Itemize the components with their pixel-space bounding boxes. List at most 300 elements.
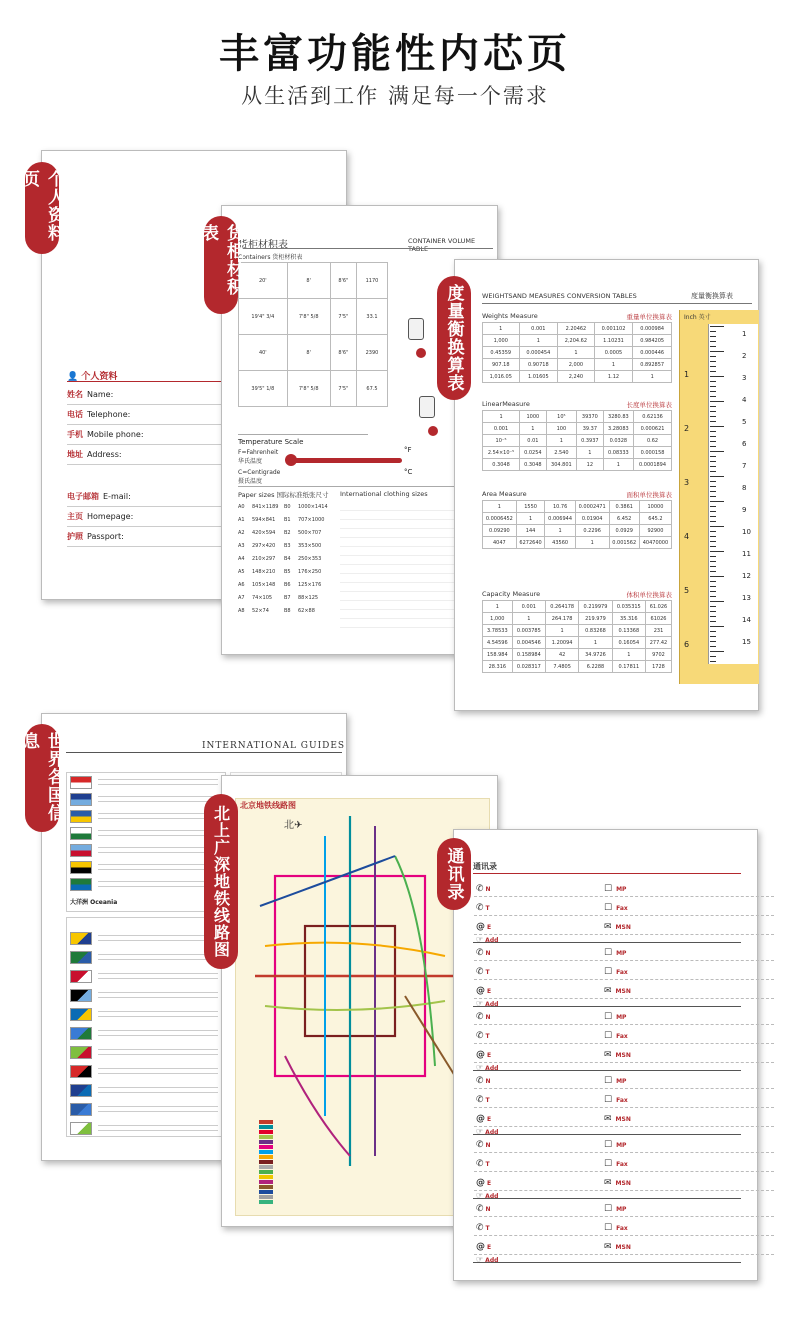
measure-cell: 2.20462 xyxy=(558,323,595,335)
paper-size-cell: A7 xyxy=(238,595,245,601)
contact-icon: ✉ xyxy=(604,1242,612,1252)
container-cell: 8'6" xyxy=(330,263,356,299)
contact-add-label: ☞ Add xyxy=(476,999,499,1008)
ruler-tick xyxy=(710,436,716,437)
ruler-tick xyxy=(710,441,716,442)
legend-swatch xyxy=(259,1175,273,1179)
measure-row xyxy=(483,513,672,525)
flag-icon xyxy=(70,844,92,857)
ruler-tick xyxy=(710,326,724,327)
contacts-heading: 通讯录 xyxy=(473,862,497,871)
ruler-tick xyxy=(710,516,716,517)
measure-cell: 39370 xyxy=(577,411,604,423)
contact-icon: ✉ xyxy=(604,1178,612,1188)
contact-mobile-label: ☐ MP xyxy=(604,884,627,894)
contact-add-label: ☞ Add xyxy=(476,1063,499,1072)
contact-msn-label: ✉ MSN xyxy=(604,1242,631,1252)
ruler-tick xyxy=(710,391,716,392)
paper-size-cell: B1 xyxy=(284,517,291,523)
ruler-tick xyxy=(710,546,716,547)
ruler-tick xyxy=(710,586,716,587)
measure-row xyxy=(483,323,672,335)
ruler-tick xyxy=(710,476,724,477)
measure-cell: 2.540 xyxy=(546,447,576,459)
legend-swatch xyxy=(259,1200,273,1204)
measure-cell: 2,240 xyxy=(558,371,595,383)
thermometer xyxy=(292,458,402,463)
contact-name-label: ✆ N xyxy=(476,1204,491,1214)
info-lines xyxy=(98,992,218,998)
paper-size-cell: 210×297 xyxy=(252,556,276,562)
flag-icon xyxy=(70,878,92,891)
ruler-tick xyxy=(710,636,716,637)
measure-cell: 1 xyxy=(612,649,645,661)
contact-name-label: ✆ N xyxy=(476,1076,491,1086)
measure-cell: 6.452 xyxy=(609,513,639,525)
subway-map xyxy=(255,816,455,1166)
paper-size-cell: 420×594 xyxy=(252,530,276,536)
field-label-en: Mobile phone: xyxy=(87,430,144,439)
contact-icon: ✆ xyxy=(476,1031,484,1041)
measure-cell: 0.000984 xyxy=(633,323,672,335)
measure-cell: 277.42 xyxy=(645,637,671,649)
contact-msn-label: ✉ MSN xyxy=(604,1178,631,1188)
fahrenheit-label: F=Fahrenheit 华氏温度 xyxy=(238,449,279,465)
ruler-tick xyxy=(710,386,716,387)
measure-cell: 0.000454 xyxy=(519,347,558,359)
measure-row xyxy=(483,601,672,613)
contact-icon: @ xyxy=(476,1178,485,1188)
wheel-icon xyxy=(428,426,438,436)
hand-icon: ☞ xyxy=(476,935,484,944)
measure-section-title xyxy=(482,400,672,409)
container-row xyxy=(239,371,388,407)
ruler-tick xyxy=(710,351,724,352)
tag-contacts: 通讯录 xyxy=(437,838,471,910)
measure-cell: 10⁻⁵ xyxy=(483,435,520,447)
info-lines xyxy=(98,1087,218,1093)
contact-icon: ✆ xyxy=(476,948,484,958)
ruler-inch-label: 4 xyxy=(684,532,690,541)
measure-cell: 3.78533 xyxy=(483,625,513,637)
contact-icon: ✆ xyxy=(476,1076,484,1086)
field-label-zh: 姓名 xyxy=(67,390,83,399)
measure-cell: 4.54596 xyxy=(483,637,513,649)
ruler-tick xyxy=(710,661,716,662)
contact-fax-label: ☐ Fax xyxy=(604,1223,628,1233)
measure-cell: 1 xyxy=(516,513,545,525)
ruler-tick xyxy=(710,471,716,472)
contact-email-label: @ E xyxy=(476,1178,492,1188)
paper-size-cell: 105×148 xyxy=(252,582,276,588)
legend-swatch xyxy=(259,1165,273,1169)
contact-icon: ✆ xyxy=(476,1204,484,1214)
measure-cell: 1.20094 xyxy=(545,637,578,649)
field-label-zh: 主页 xyxy=(67,512,83,521)
ruler-cm-label: 5 xyxy=(742,418,747,426)
paper-size-cell: 125×176 xyxy=(298,582,322,588)
contact-email-label: @ E xyxy=(476,922,492,932)
thermometer-bulb xyxy=(285,454,297,466)
contact-msn-label: ✉ MSN xyxy=(604,1050,631,1060)
ruler-cm-label: 9 xyxy=(742,506,747,514)
measure-cell: 0.45359 xyxy=(483,347,520,359)
contact-icon: ☐ xyxy=(604,948,613,958)
paper-size-cell: 841×1189 xyxy=(252,504,279,510)
info-lines xyxy=(98,881,218,887)
measure-cell: 0.0929 xyxy=(609,525,639,537)
ruler-tick xyxy=(710,356,716,357)
contact-icon: @ xyxy=(476,922,485,932)
measure-cell: 0.000158 xyxy=(634,447,672,459)
contact-name-label: ✆ N xyxy=(476,948,491,958)
ruler-tick xyxy=(710,646,716,647)
paper-size-cell: A3 xyxy=(238,543,245,549)
contact-icon: ✉ xyxy=(604,1050,612,1060)
guides-title: INTERNATIONAL GUIDES xyxy=(202,741,346,751)
contact-icon: ✆ xyxy=(476,1159,484,1169)
contact-email-label: @ E xyxy=(476,1242,492,1252)
measure-cell: 0.0001894 xyxy=(634,459,672,471)
ruler-tick xyxy=(710,606,716,607)
contact-icon: ✉ xyxy=(604,1114,612,1124)
ruler-tick xyxy=(710,396,716,397)
ruler-tick xyxy=(710,331,716,332)
ruler-tick xyxy=(710,466,716,467)
tag-personal: 个人资料页 xyxy=(25,162,59,254)
contact-icon: ✉ xyxy=(604,986,612,996)
container-table xyxy=(238,262,388,407)
measure-row xyxy=(483,525,672,537)
ruler-tick xyxy=(710,451,724,452)
measure-cell: 6.2288 xyxy=(579,661,612,673)
field-label-en: E-mail: xyxy=(103,492,131,501)
divider xyxy=(482,303,752,304)
paper-size-cell: 62×88 xyxy=(298,608,315,614)
paper-size-cell: 297×420 xyxy=(252,543,276,549)
measure-cell: 0.08333 xyxy=(603,447,633,459)
paper-size-cell: 594×841 xyxy=(252,517,276,523)
ruler-cm-label: 2 xyxy=(742,352,747,360)
ruler-tick xyxy=(710,571,716,572)
container-cell: 7'5" xyxy=(330,299,356,335)
celsius-unit: °C xyxy=(404,468,413,476)
contact-mobile-label: ☐ MP xyxy=(604,1076,627,1086)
info-lines xyxy=(98,813,218,819)
ruler-tick xyxy=(710,656,716,657)
measure-row xyxy=(483,423,672,435)
measure-cell: 0.001102 xyxy=(594,323,633,335)
contact-divider xyxy=(473,1262,741,1263)
paper-size-cell: B4 xyxy=(284,556,291,562)
flag-icon xyxy=(70,1027,92,1040)
ruler-cm-label: 10 xyxy=(742,528,751,536)
compass-icon: 北✈ xyxy=(284,820,303,831)
measure-cell: 0.0254 xyxy=(520,447,547,459)
divider xyxy=(66,752,342,753)
measure-cell: 0.16054 xyxy=(612,637,645,649)
page-subtitle: 从生活到工作 满足每一个需求 xyxy=(241,84,549,108)
legend-swatch xyxy=(259,1195,273,1199)
flag-icon xyxy=(70,989,92,1002)
measure-cell: 1,016.05 xyxy=(483,371,520,383)
ruler-tick xyxy=(710,541,716,542)
measure-table xyxy=(482,410,672,471)
contact-mobile-label: ☐ MP xyxy=(604,1012,627,1022)
ruler-inch-label: 6 xyxy=(684,640,690,649)
contacts-page xyxy=(453,829,758,1281)
measure-cell: 3280.83 xyxy=(603,411,633,423)
measure-section-title xyxy=(482,490,672,499)
divider xyxy=(473,873,741,874)
measure-cell: 3.28083 xyxy=(603,423,633,435)
measure-cell: 10.76 xyxy=(545,501,575,513)
contact-add-label: ☞ Add xyxy=(476,1255,499,1264)
hand-icon: ☞ xyxy=(476,999,484,1008)
contact-icon: ☐ xyxy=(604,1204,613,1214)
contact-icon: ☐ xyxy=(604,1031,613,1041)
section-zh: 体积单位换算表 xyxy=(626,591,672,599)
measure-cell: 0.0328 xyxy=(603,435,633,447)
section-zh: 长度单位换算表 xyxy=(626,401,672,409)
field-label-zh: 电子邮箱 xyxy=(67,492,99,501)
measure-cell: 61.026 xyxy=(645,601,671,613)
contact-tel-label: ✆ T xyxy=(476,1223,490,1233)
hand-icon: ☞ xyxy=(476,1191,484,1200)
info-lines xyxy=(98,954,218,960)
container-cell: 7'5" xyxy=(330,371,356,407)
measure-cell: 1 xyxy=(558,347,595,359)
info-lines xyxy=(98,1030,218,1036)
info-lines xyxy=(98,935,218,941)
measure-cell: 0.028317 xyxy=(512,661,545,673)
measure-cell: 0.158984 xyxy=(512,649,545,661)
paper-size-cell: B8 xyxy=(284,608,291,614)
paper-size-cell: 250×353 xyxy=(298,556,322,562)
measure-cell: 0.0005 xyxy=(594,347,633,359)
measure-cell: 0.3861 xyxy=(609,501,639,513)
measure-cell: 7.4805 xyxy=(545,661,578,673)
contact-mobile-label: ☐ MP xyxy=(604,1140,627,1150)
region-label: 大洋洲 Oceania xyxy=(70,899,118,906)
paper-size-cell: 176×250 xyxy=(298,569,322,575)
ruler-cm-label: 4 xyxy=(742,396,747,404)
flag-icon xyxy=(70,861,92,874)
ruler-tick xyxy=(710,491,716,492)
measure-cell: 4047 xyxy=(483,537,517,549)
container-cell: 8' xyxy=(287,335,330,371)
container-cell: 2390 xyxy=(357,335,388,371)
paper-size-cell: 500×707 xyxy=(298,530,322,536)
subway-title: 北京地铁线路图 xyxy=(240,801,296,810)
measure-row xyxy=(483,347,672,359)
measure-cell: 645.2 xyxy=(639,513,671,525)
measure-cell: 12 xyxy=(577,459,604,471)
ruler-tick xyxy=(710,431,716,432)
measure-cell: 0.001562 xyxy=(609,537,639,549)
contact-icon: ✆ xyxy=(476,1140,484,1150)
flag-icon xyxy=(70,793,92,806)
measure-cell: 0.892857 xyxy=(633,359,672,371)
ruler-cm-label: 7 xyxy=(742,462,747,470)
field-label-zh: 手机 xyxy=(67,430,83,439)
container-cell: 1170 xyxy=(357,263,388,299)
paper-size-cell: B0 xyxy=(284,504,291,510)
measures-title-en: WEIGHTSAND MEASURES CONVERSION TABLES xyxy=(482,292,637,300)
container-row xyxy=(239,263,388,299)
info-lines xyxy=(98,1125,218,1131)
measure-row xyxy=(483,459,672,471)
ruler-tick xyxy=(710,376,724,377)
ruler-tick xyxy=(710,461,716,462)
measure-cell: 0.219979 xyxy=(579,601,612,613)
paper-size-cell: A0 xyxy=(238,504,245,510)
ruler-tick xyxy=(710,521,716,522)
contact-email-label: @ E xyxy=(476,986,492,996)
contact-add-label: ☞ Add xyxy=(476,1127,499,1136)
ruler-cm-label: 11 xyxy=(742,550,751,558)
contact-fax-label: ☐ Fax xyxy=(604,1095,628,1105)
container-title-en: CONTAINER VOLUME TABLE xyxy=(408,237,476,253)
measure-cell: 219.979 xyxy=(579,613,612,625)
contact-mobile-label: ☐ MP xyxy=(604,948,627,958)
contact-fax-label: ☐ Fax xyxy=(604,903,628,913)
ruler-tick xyxy=(710,651,724,652)
measure-cell: 0.3937 xyxy=(577,435,604,447)
ruler-tick xyxy=(710,616,716,617)
measure-row xyxy=(483,371,672,383)
field-label-en: Telephone: xyxy=(87,410,131,419)
measure-cell: 0.83268 xyxy=(579,625,612,637)
info-lines xyxy=(98,847,218,853)
measure-cell: 0.01904 xyxy=(575,513,609,525)
measure-cell: 0.984205 xyxy=(633,335,672,347)
measure-cell: 1 xyxy=(483,411,520,423)
measure-cell: 1550 xyxy=(516,501,545,513)
contact-tel-label: ✆ T xyxy=(476,1095,490,1105)
legend-swatch xyxy=(259,1140,273,1144)
ruler-tick xyxy=(710,536,716,537)
subway-legend xyxy=(259,1120,275,1205)
celsius-label: C=Centigrade 摄氏温度 xyxy=(238,469,281,485)
container-cell: 40' xyxy=(239,335,288,371)
contact-mobile-label: ☐ MP xyxy=(604,1204,627,1214)
paper-size-cell: 52×74 xyxy=(252,608,269,614)
legend-swatch xyxy=(259,1185,273,1189)
info-lines xyxy=(98,864,218,870)
paper-size-cell: A8 xyxy=(238,608,245,614)
contact-icon: ✆ xyxy=(476,1223,484,1233)
measure-row xyxy=(483,359,672,371)
paper-size-cell: A2 xyxy=(238,530,245,536)
wheel-icon xyxy=(416,348,426,358)
ruler-tick xyxy=(710,416,716,417)
ruler-tick xyxy=(710,481,716,482)
paper-size-cell: 707×1000 xyxy=(298,517,325,523)
ruler-cm-label: 13 xyxy=(742,594,751,602)
field-label-en: Address: xyxy=(87,450,122,459)
contact-icon: @ xyxy=(476,1242,485,1252)
legend-swatch xyxy=(259,1145,273,1149)
field-label-zh: 护照 xyxy=(67,532,83,541)
clothing-sizes-label: International clothing sizes xyxy=(340,490,428,498)
contact-name-label: ✆ N xyxy=(476,1140,491,1150)
measure-cell: 144 xyxy=(516,525,545,537)
field-label-en: Homepage: xyxy=(87,512,134,521)
measure-row xyxy=(483,335,672,347)
ruler-tick xyxy=(710,371,716,372)
contact-tel-label: ✆ T xyxy=(476,1159,490,1169)
container-cell: 39'5" 1/8 xyxy=(239,371,288,407)
container-cell: 7'8" 5/8 xyxy=(287,299,330,335)
contact-tel-label: ✆ T xyxy=(476,967,490,977)
legend-swatch xyxy=(259,1130,273,1134)
measure-cell: 0.001 xyxy=(519,323,558,335)
flag-icon xyxy=(70,1103,92,1116)
measure-cell: 0.035315 xyxy=(612,601,645,613)
info-lines xyxy=(98,779,218,785)
ruler-tick xyxy=(710,426,724,427)
ruler-tick xyxy=(710,381,716,382)
ruler-tick xyxy=(710,506,716,507)
contact-add-label: ☞ Add xyxy=(476,1191,499,1200)
measure-section-title xyxy=(482,312,672,321)
measure-cell: 0.3048 xyxy=(520,459,547,471)
contact-name-label: ✆ N xyxy=(476,884,491,894)
page-title: 丰富功能性内芯页 xyxy=(219,31,571,77)
measure-cell: 0.62 xyxy=(634,435,672,447)
measure-row xyxy=(483,501,672,513)
legend-swatch xyxy=(259,1120,273,1124)
paper-size-cell: 353×500 xyxy=(298,543,322,549)
measure-cell: 2,000 xyxy=(558,359,595,371)
measure-cell: 0.004546 xyxy=(512,637,545,649)
measure-cell: 0.13368 xyxy=(612,625,645,637)
measure-cell: 1 xyxy=(546,435,576,447)
container-cell: 19'4" 3/4 xyxy=(239,299,288,335)
measure-cell: 1 xyxy=(633,371,672,383)
contact-icon: ✆ xyxy=(476,1095,484,1105)
line-6 xyxy=(265,943,445,956)
section-en: Capacity Measure xyxy=(482,590,541,598)
tag-measures: 度量衡换算表 xyxy=(437,276,471,400)
measure-cell: 0.006944 xyxy=(545,513,575,525)
measure-cell: 0.001 xyxy=(512,601,545,613)
ruler-tick xyxy=(710,566,716,567)
container-cell: 8' xyxy=(287,263,330,299)
contact-email-label: @ E xyxy=(476,1114,492,1124)
measure-cell: 1728 xyxy=(645,661,671,673)
contact-icon: ✉ xyxy=(604,922,612,932)
measure-cell: 1 xyxy=(512,613,545,625)
contact-icon: ☐ xyxy=(604,1159,613,1169)
flag-icon xyxy=(70,776,92,789)
flag-icon xyxy=(70,1084,92,1097)
legend-swatch xyxy=(259,1180,273,1184)
contact-msn-label: ✉ MSN xyxy=(604,1114,631,1124)
ruler-tick xyxy=(710,526,724,527)
ruler-cm-label: 3 xyxy=(742,374,747,382)
ruler-tick xyxy=(710,611,716,612)
measure-cell: 100 xyxy=(546,423,576,435)
flag-icon xyxy=(70,970,92,983)
person-icon: 👤 xyxy=(67,372,79,382)
measure-cell: 0.17811 xyxy=(612,661,645,673)
paper-size-cell: 74×105 xyxy=(252,595,273,601)
measure-cell: 264.178 xyxy=(545,613,578,625)
container-cell: 67.5 xyxy=(357,371,388,407)
ruler-tick xyxy=(710,411,716,412)
